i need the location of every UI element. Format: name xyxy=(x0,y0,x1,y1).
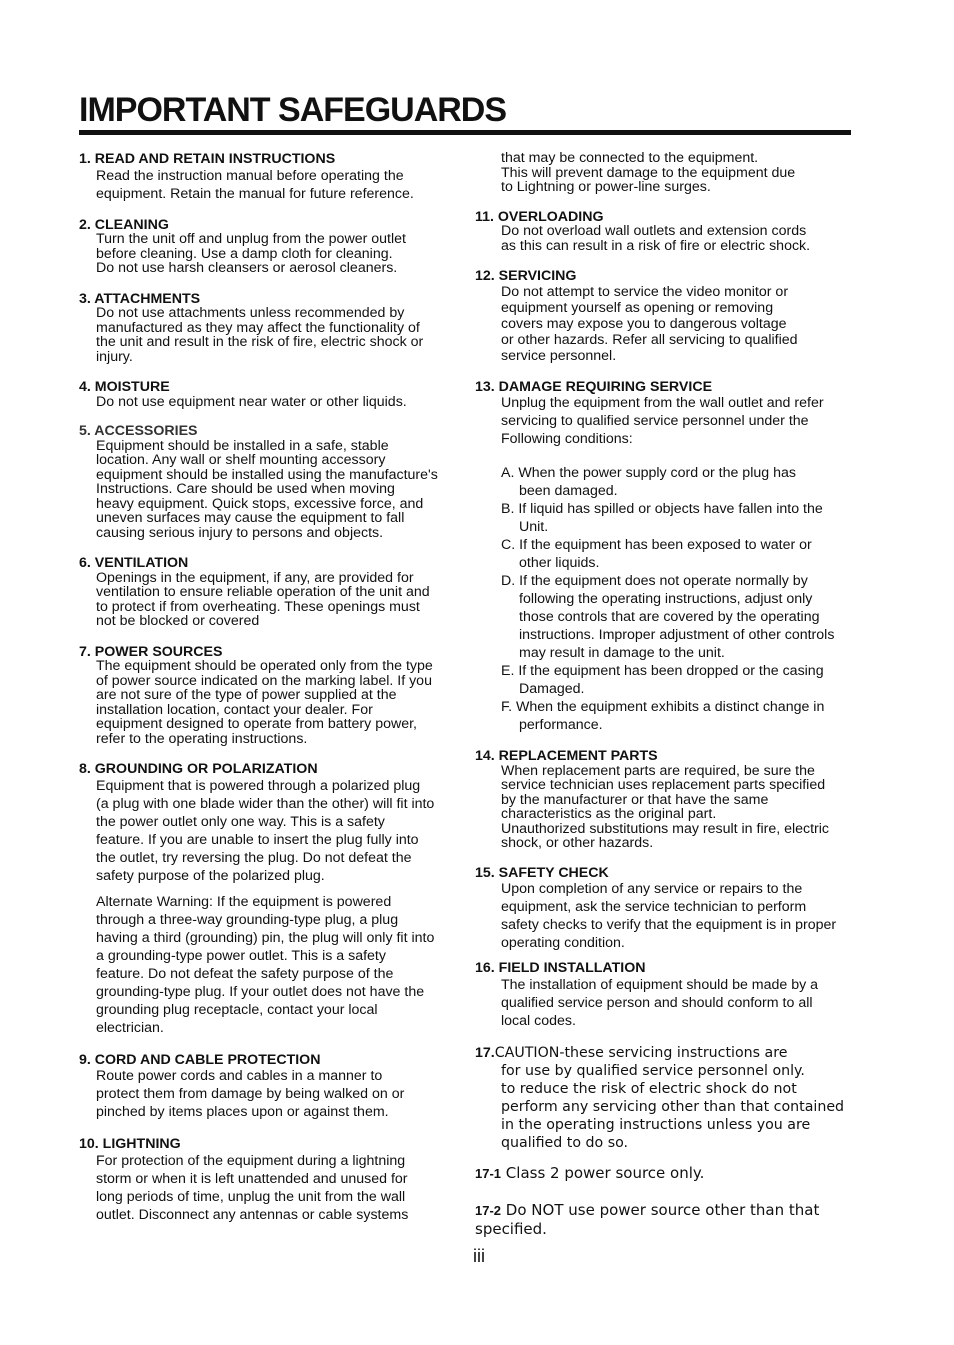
caution-first-line xyxy=(475,1044,895,1062)
right-column xyxy=(475,151,895,1238)
section-body: Do not attempt to service the video monitor or equipment yourself as opening or removing covers may expose you to dangerous voltage or other hazards. Refer all servicing to qualified service personnel. xyxy=(501,283,798,364)
section-body: Read the instruction manual before operating the equipment. Retain the manual for future reference. xyxy=(96,167,414,202)
page-title: IMPORTANT SAFEGUARDS xyxy=(79,91,507,129)
alternate-warning: Alternate Warning: If the equipment is powered through a three-way grounding-type plug, a plug having a third (grounding) pin, the plug will only fit into a grounding-type power outlet. This is a safety feature. Do not defeat the safety purpose of the grounding-type plug. If your outlet does not have the grounding plug receptacle, contact your local electrician. xyxy=(96,893,435,1036)
list-item: C. If the equipment has been exposed to water or other liquids. xyxy=(501,537,812,571)
section-body: Do not overload wall outlets and extension cords as this can result in a risk of fire or electric shock. xyxy=(501,223,811,254)
section-lightning xyxy=(79,1137,469,1224)
note-number: 17-2 xyxy=(475,1202,502,1218)
section-title: 1. READ AND RETAIN INSTRUCTIONS xyxy=(79,151,336,167)
note-17-1 xyxy=(475,1164,895,1183)
section-replacement-parts xyxy=(475,749,895,851)
caution-heading: CAUTION-these servicing instructions are xyxy=(494,1044,788,1061)
section-damage-requiring-service xyxy=(475,380,895,735)
section-field-installation xyxy=(475,961,895,1030)
section-grounding xyxy=(79,762,469,1037)
caution-body: for use by qualified service personnel only. to reduce the risk of electric shock do not perform any servicing other than that contained in the operating instructions unless you are qualified to do so. xyxy=(501,1062,845,1151)
section-title: 14. REPLACEMENT PARTS xyxy=(475,748,658,764)
section-title: 9. CORD AND CABLE PROTECTION xyxy=(79,1051,321,1068)
section-moisture xyxy=(79,380,469,409)
section-body: Unplug the equipment from the wall outlet and refer servicing to qualified service personnel under the Following conditions: xyxy=(501,395,824,447)
note-text: Do NOT use power source other than that specified. xyxy=(475,1200,820,1238)
list-item: D. If the equipment does not operate normally by following the operating instructions, adjust only those controls that are covered by the operating instructions. Improper adjustment of other controls may result in damage to the unit. xyxy=(501,573,835,661)
section-title: 10. LIGHTNING xyxy=(79,1136,181,1152)
section-body: Equipment that is powered through a polarized plug (a plug with one blade wider than the other) will fit into the power outlet only one way. This is a safety feature. If you are unable to insert the plug fully into the outlet, try reversing the plug. Do not defeat the safety purpose of the polarized plug. xyxy=(96,777,435,884)
section-title: 8. GROUNDING OR POLARIZATION xyxy=(79,761,318,777)
title-underline xyxy=(79,130,851,135)
section-accessories xyxy=(79,424,469,540)
section-body: Openings in the equipment, if any, are provided for ventilation to ensure reliable operation of the unit and to protect if from overheating. These openings must not be blocked or covered xyxy=(96,569,430,629)
section-body: Upon completion of any service or repairs to the equipment, ask the service technician to perform safety checks to verify that the equipment is in proper operating condition. xyxy=(501,881,837,951)
section-title: 16. FIELD INSTALLATION xyxy=(475,960,646,976)
caution-number: 17. xyxy=(475,1044,495,1061)
section-title: 13. DAMAGE REQUIRING SERVICE xyxy=(475,378,713,395)
section-title: 7. POWER SOURCES xyxy=(79,643,223,660)
note-17-2 xyxy=(475,1201,895,1238)
section-power-sources xyxy=(79,645,469,747)
section-body: Do not use equipment near water or other liquids. xyxy=(96,393,407,410)
section-body: Do not use attachments unless recommended by manufactured as they may affect the functionality of the unit and result in the risk of fire, electric shock or injury. xyxy=(96,305,424,365)
section-body: For protection of the equipment during a lightning storm or when it is left unattended and unused for long periods of time, unplug the unit from the wall outlet. Disconnect any antennas or cable systems xyxy=(96,1152,409,1223)
section-cord-cable xyxy=(79,1053,469,1122)
list-item: E. If the equipment has been dropped or the casing Damaged. xyxy=(501,663,824,697)
section-overloading xyxy=(475,210,895,254)
left-column xyxy=(79,152,469,1224)
section-body: Route power cords and cables in a manner to protect them from damage by being walked on or pinched by items places upon or against them. xyxy=(96,1068,405,1120)
section-title: 11. OVERLOADING xyxy=(475,208,604,225)
section-caution xyxy=(475,1044,895,1152)
section-title: 12. SERVICING xyxy=(475,268,577,284)
section-attachments xyxy=(79,292,469,365)
list-item: B. If liquid has spilled or objects have fallen into the Unit. xyxy=(501,501,823,535)
section-title: 2. CLEANING xyxy=(79,216,169,233)
section-body: The equipment should be operated only from the type of power source indicated on the marking label. If you are not sure of the type of power supplied at the installation location, contact your dealer. For equipment designed to operate from battery power, refer to the operating instructions. xyxy=(96,658,433,747)
section-body: The installation of equipment should be made by a qualified service person and should conform to all local codes. xyxy=(501,976,819,1029)
section-safety-check xyxy=(475,866,895,953)
page-number-text: iii xyxy=(473,1246,485,1266)
page-number xyxy=(0,1246,954,1267)
note-number: 17-1 xyxy=(475,1165,502,1181)
list-item: F. When the equipment exhibits a distinct change in performance. xyxy=(501,699,825,733)
section-title: 6. VENTILATION xyxy=(79,555,189,571)
note-text: Class 2 power source only. xyxy=(501,1163,705,1182)
section-body: Turn the unit off and unplug from the power outlet before cleaning. Use a damp cloth for cleaning. Do not use harsh cleansers or aerosol cleaners. xyxy=(96,231,406,276)
section-read-and-retain xyxy=(79,152,469,203)
section-cleaning xyxy=(79,218,469,276)
section-servicing xyxy=(475,269,895,364)
section-body: When replacement parts are required, be sure the service technician uses replacement parts specified by the manufacturer or that have the same characteristics as the original part. Unauthorized substitutions may result in fire, electric shock, or other hazards. xyxy=(501,762,830,851)
section-title: 4. MOISTURE xyxy=(79,379,170,395)
section-ventilation xyxy=(79,556,469,629)
section-title: 5. ACCESSORIES xyxy=(79,423,198,439)
list-item: A. When the power supply cord or the plug has been damaged. xyxy=(501,465,796,499)
section-body: Equipment should be installed in a safe, stable location. Any wall or shelf mounting accessory equipment should be installed using the manufacture's Instructions. Care should be used when moving heavy equipment. Quick stops, excessive force, and uneven surfaces may cause the equipment to fall causing serious injury to persons and objects. xyxy=(96,437,438,541)
lightning-continuation: that may be connected to the equipment. This will prevent damage to the equipment due to Lightning or power-line surges. xyxy=(501,150,796,195)
conditions-list xyxy=(475,464,895,734)
section-title: 3. ATTACHMENTS xyxy=(79,290,201,307)
section-title: 15. SAFETY CHECK xyxy=(475,864,609,881)
